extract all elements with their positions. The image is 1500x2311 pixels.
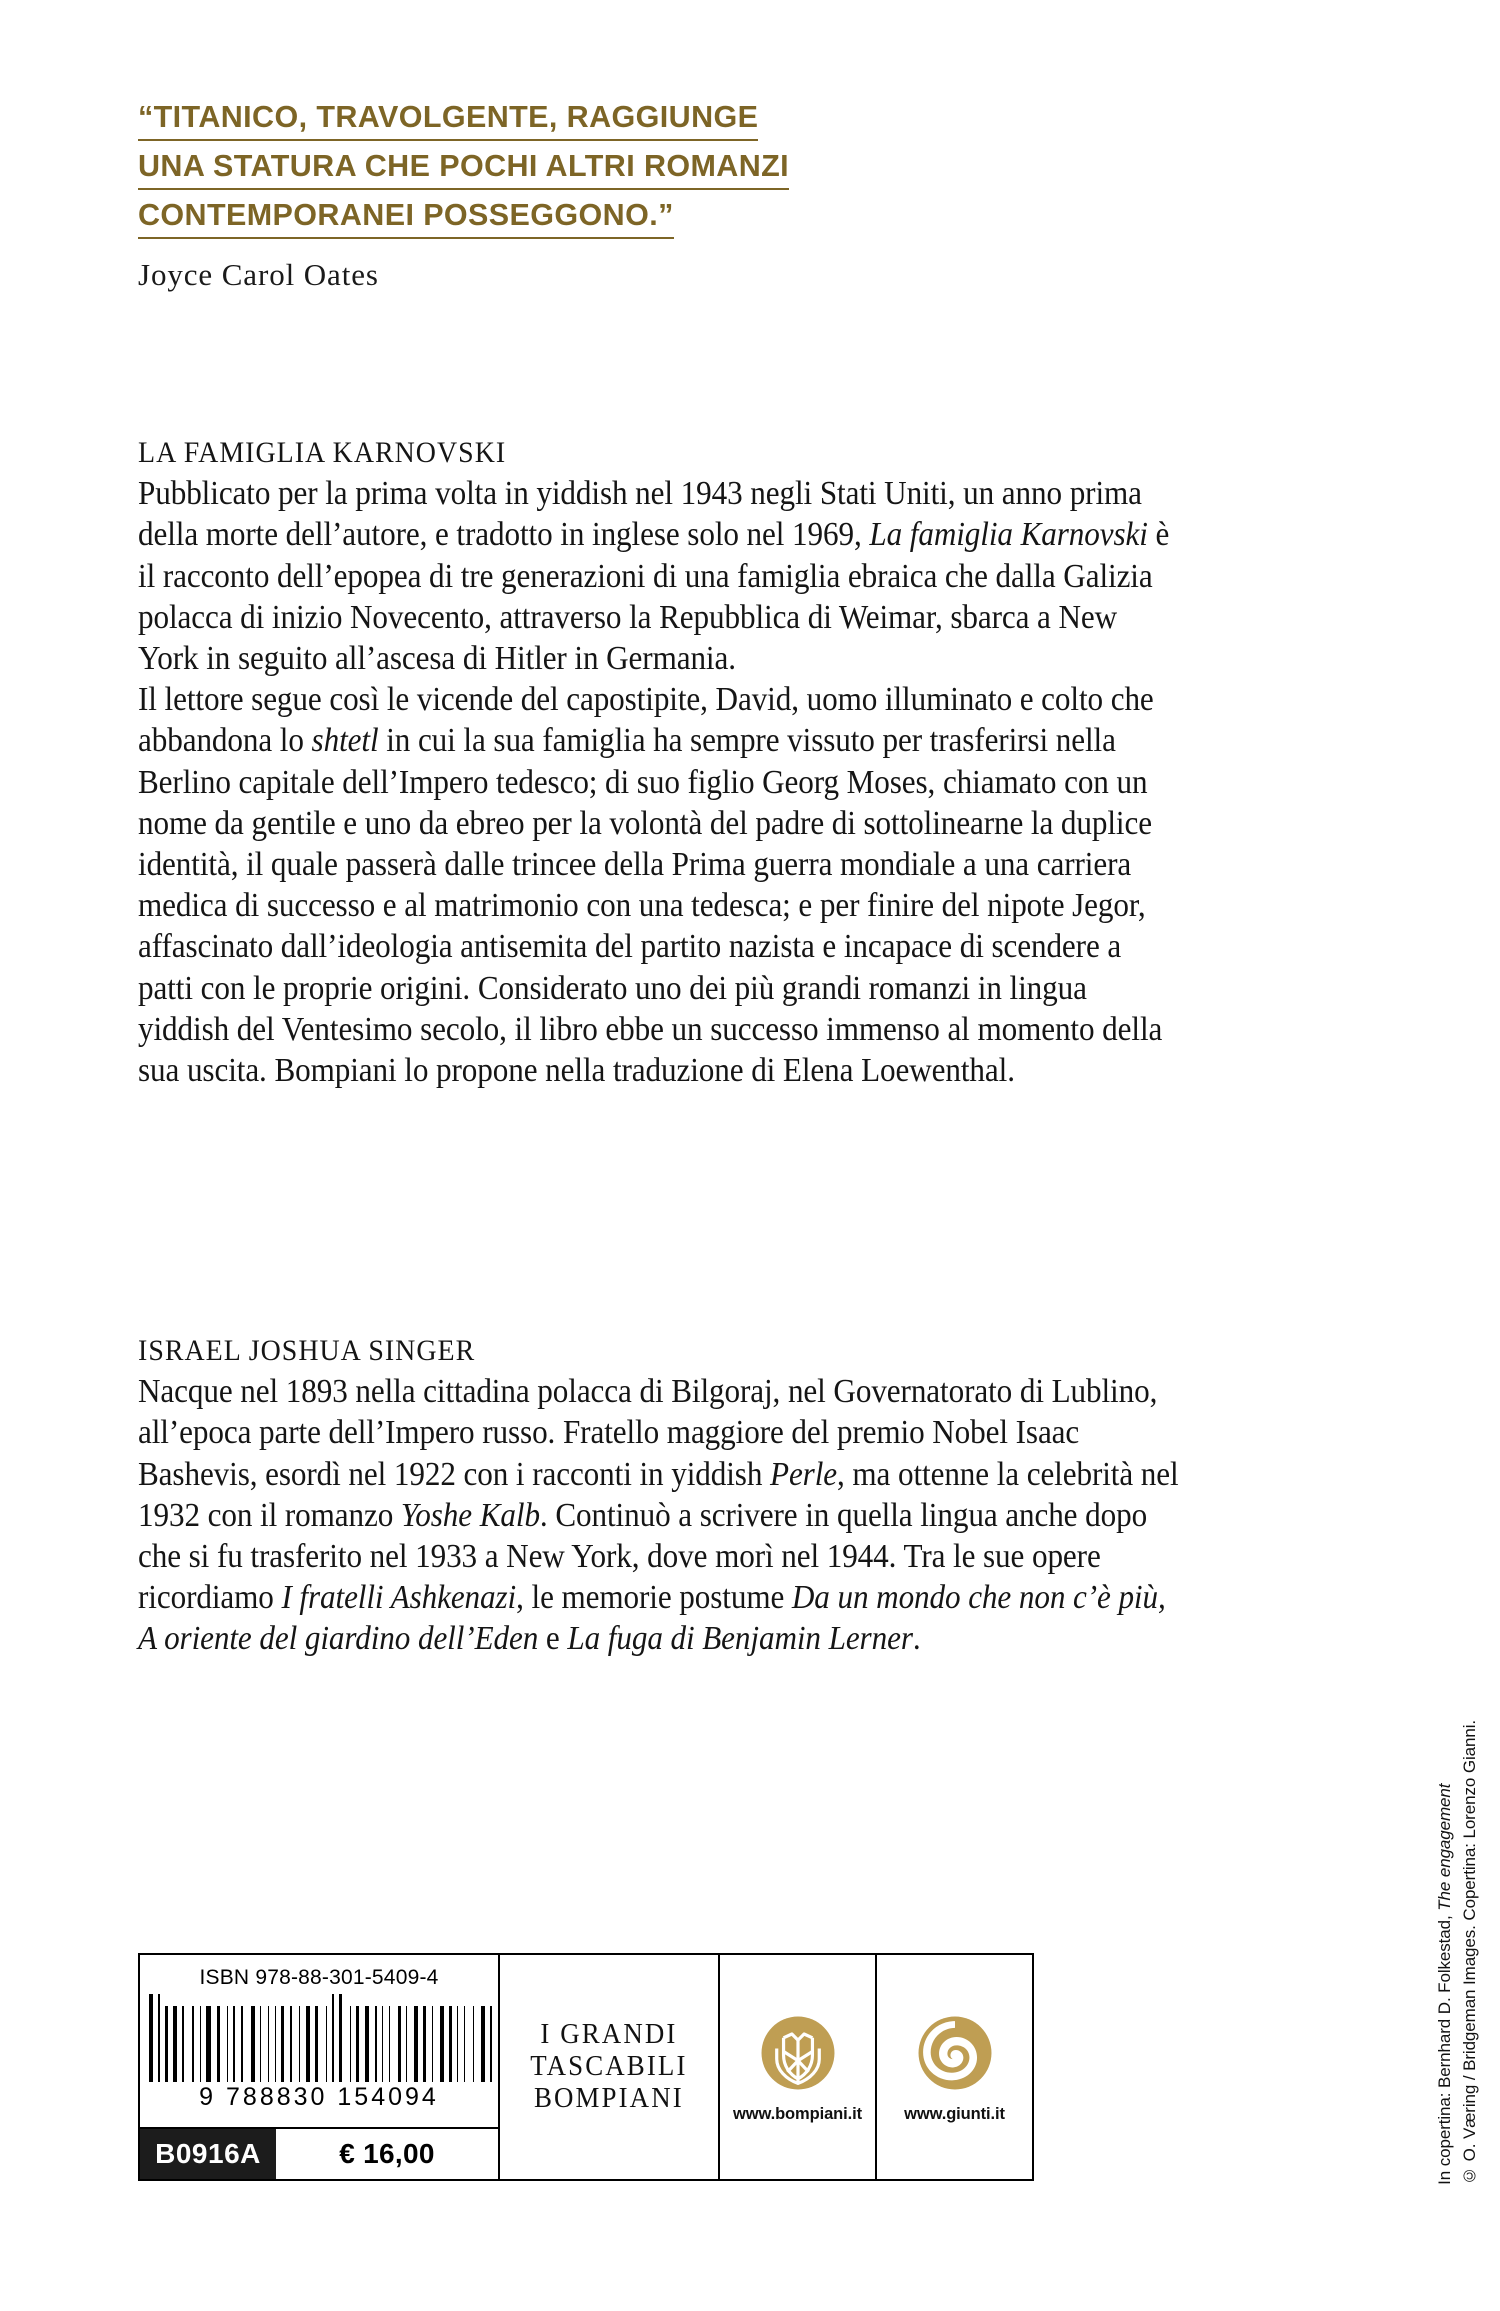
review-quote-block — [138, 96, 998, 293]
isbn-label: ISBN 978-88-301-5409-4 — [199, 1966, 439, 1989]
book-text-part-1: Pubblicato per la prima volta in yiddish nel 1943 negli Stati Uniti, un anno prima della morte dell’autore, e tradotto in inglese solo nel 1969, — [138, 475, 1142, 554]
bio-text-part-1: Nacque nel 1893 nella cittadina polacca di Bilgoraj, nel Governatorato di Lublino, all’epoca parte dell’Impero russo. Fratello maggiore del premio Nobel Isaac Bashevis, esordì nel 1922 con i racconti in yiddish — [138, 1373, 1158, 1493]
quote-line-3: CONTEMPORANEI POSSEGGONO.” — [138, 194, 674, 239]
bompiani-url[interactable]: www.bompiani.it — [733, 2104, 862, 2123]
bio-work-fuga: La fuga di Benjamin Lerner — [567, 1620, 913, 1658]
bio-work-yoshe-kalb: Yoshe Kalb — [400, 1496, 540, 1534]
series-line-1: I GRANDI — [540, 2019, 678, 2050]
bio-work-ashkenazi: I fratelli Ashkenazi — [281, 1579, 517, 1617]
product-code-badge: B0916A — [140, 2129, 276, 2179]
book-text-part-3: Il lettore segue così le vicende del capostipite, David, uomo illuminato e colto che abbandona lo — [138, 681, 1154, 760]
book-description-block — [138, 432, 1180, 1091]
quote-attribution: Joyce Carol Oates — [138, 257, 379, 292]
giunti-logo-cell[interactable] — [875, 1953, 1034, 2181]
author-bio-block — [138, 1330, 1180, 1660]
bio-text-part-3: . Continuò a scrivere in quella lingua anche dopo che si fu trasferito nel 1933 a New York, dove morì nel 1944. Tra le sue opere ricordiamo — [138, 1496, 1148, 1617]
book-text-part-2: è il racconto dell’epopea di tre generazioni di una famiglia ebraica che dalla Galizia polacca di inizio Novecento, attraverso la Repubblica di Weimar, sbarca a New York in seguito all’ascesa di Hitler in Germania. — [138, 516, 1170, 678]
barcode-digits: 9 788830 154094 — [199, 2083, 439, 2111]
author-bio-paragraph — [138, 1330, 1180, 1660]
bompiani-logo-icon — [760, 2015, 836, 2091]
bio-text-part-2: , ma ottenne la celebrità nel 1932 con il romanzo — [138, 1455, 1179, 1534]
cover-credits — [1432, 1720, 1482, 2185]
barcode-bars — [149, 1994, 497, 2082]
quote-line-1-wrap — [138, 96, 998, 145]
quote-line-2: UNA STATURA CHE POCHI ALTRI ROMANZI — [138, 145, 789, 190]
book-text-part-4: in cui la sua famiglia ha sempre vissuto per trasferirsi nella Berlino capitale dell’Impero tedesco; di suo figlio Georg Moses, chiamato con un nome da gentile e uno da ebreo per la volontà del padre di sottolinearne la duplice identità, il quale passerà dalle trincee della Prima guerra mondiale a una carriera medica di successo e al matrimonio con una tedesca; e per finire del nipote Jegor, affascinato dall’ideologia antisemita del partito nazista e incapace di scendere a patti con le proprie origini. Considerato uno dei più grandi romanzi in lingua yiddish del Ventesimo secolo, il libro ebbe un successo immenso al momento della sua uscita. Bompiani lo propone nella traduzione di Elena Loewenthal. — [138, 722, 1163, 1090]
bio-text-part-4: , le memorie postume — [516, 1579, 792, 1617]
credit-line-1 — [1432, 1720, 1457, 2185]
book-title-italic: La famiglia Karnovski — [869, 516, 1148, 554]
credit-line-2: © O. Væring / Bridgeman Images. Copertina: Lorenzo Gianni. — [1460, 1720, 1479, 2185]
credit-artwork-title: The engagement — [1435, 1783, 1454, 1911]
credit-line-1-text: In copertina: Bernhard D. Folkestad, — [1435, 1910, 1454, 2185]
bio-text-part-5: e — [538, 1620, 568, 1658]
barcode-cell — [138, 1953, 500, 2181]
bio-work-memorie: Da un mondo che non c’è più, A oriente del giardino dell’Eden — [138, 1579, 1166, 1658]
quote-line-2-wrap — [138, 145, 998, 194]
bompiani-logo-cell[interactable] — [718, 1953, 877, 2181]
book-title-heading: LA FAMIGLIA KARNOVSKI — [138, 436, 507, 469]
author-name-heading: ISRAEL JOSHUA SINGER — [138, 1334, 476, 1367]
shtetl-italic: shtetl — [311, 722, 379, 760]
bottom-info-strip — [140, 1953, 1034, 2181]
quote-line-3-wrap — [138, 194, 998, 243]
series-line-3: BOMPIANI — [534, 2083, 684, 2114]
bio-text-part-6: . — [912, 1620, 921, 1658]
series-cell — [498, 1953, 720, 2181]
giunti-logo-icon — [917, 2015, 993, 2091]
price-label: € 16,00 — [339, 2138, 435, 2169]
book-description-paragraph — [138, 432, 1180, 1091]
series-line-2: TASCABILI — [530, 2051, 688, 2082]
series-name — [530, 2019, 687, 2115]
barcode-footer — [140, 2127, 498, 2179]
bio-work-perle: Perle — [770, 1455, 838, 1493]
quote-line-1: “TITANICO, TRAVOLGENTE, RAGGIUNGE — [138, 96, 758, 141]
giunti-url[interactable]: www.giunti.it — [904, 2104, 1005, 2123]
